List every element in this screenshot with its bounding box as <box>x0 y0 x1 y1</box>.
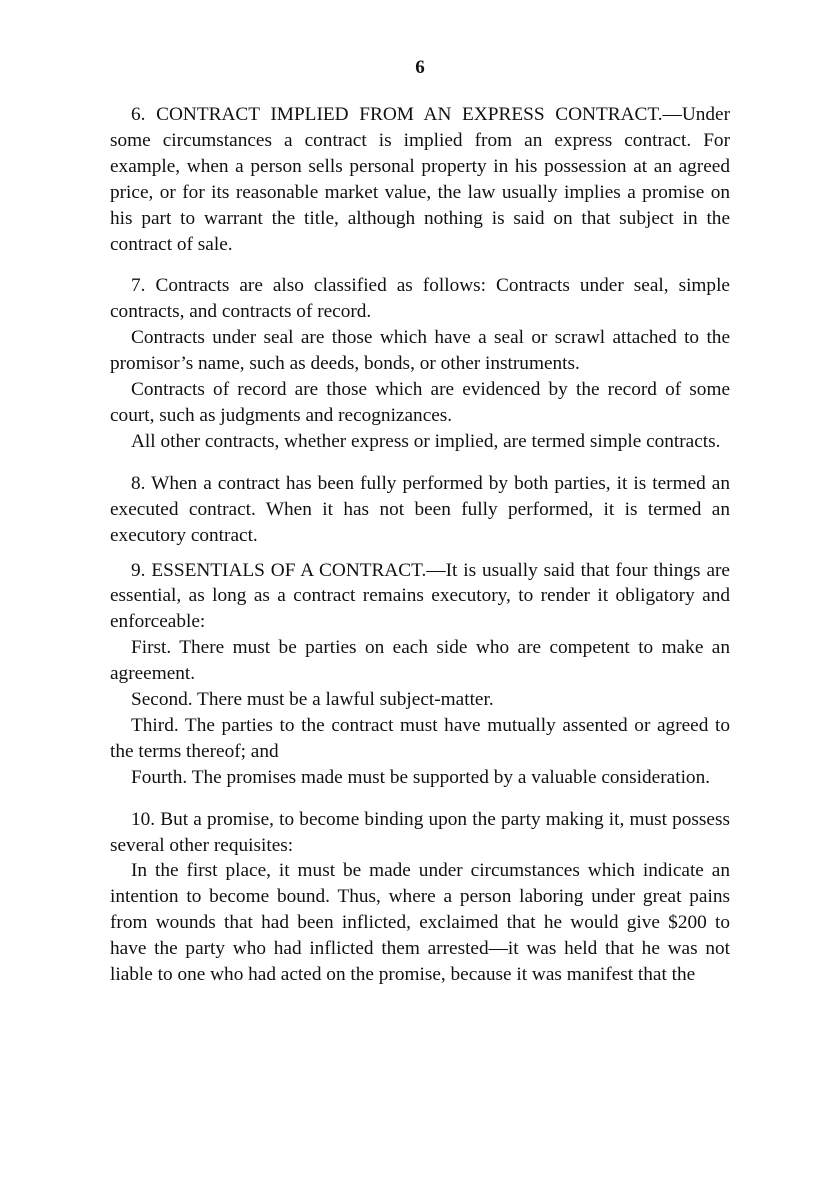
paragraph-essential-third: Third. The parties to the contract must have mutually assented or agreed to the terms thereof; and <box>110 714 730 762</box>
paragraph-9-essentials: 9. ESSENTIALS OF A CONTRACT.—It is usually said that four things are essential, as long as a contract remains executory, to render it obligatory and enforceable: <box>110 559 730 633</box>
paragraph-essential-fourth: Fourth. The promises made must be supported by a valuable consideration. <box>131 766 711 788</box>
paragraph-6-implied-contract: 6. CONTRACT IMPLIED FROM AN EXPRESS CONTRACT.—Under some circumstances a contract is implied from an express contract. For example, when a person sells personal property in his possession at an agreed price, or for its reasonable market value, the law usually implies a promise on his part to warrant the title, although nothing is said on that subject in the contract of sale. <box>110 104 730 255</box>
paragraph-simple-contracts: All other contracts, whether express or implied, are termed simple contracts. <box>131 430 721 452</box>
paragraph-10-requisites: 10. But a promise, to become binding upon the party making it, must possess several other requisites: <box>110 808 730 856</box>
body-text <box>110 102 730 988</box>
paragraph-7-classification: 7. Contracts are also classified as follows: Contracts under seal, simple contracts, and contracts of record. <box>110 275 730 323</box>
paragraph-essential-first: First. There must be parties on each side who are competent to make an agreement. <box>110 637 730 685</box>
paragraph-contracts-of-record: Contracts of record are those which are evidenced by the record of some court, such as judgments and recognizances. <box>110 379 730 426</box>
paragraph-contracts-under-seal: Contracts under seal are those which have a seal or scrawl attached to the promisor’s name, such as deeds, bonds, or other instruments. <box>110 327 730 375</box>
page-number: 6 <box>415 57 425 78</box>
paragraph-8-executed-executory: 8. When a contract has been fully performed by both parties, it is termed an executed contract. When it has not been fully performed, it is termed an executory contract. <box>110 472 730 546</box>
paragraph-essential-second: Second. There must be a lawful subject-matter. <box>131 689 494 711</box>
paragraph-first-place-intention: In the first place, it must be made under circumstances which indicate an intention to become bound. Thus, where a person laboring under great pains from wounds that had been inflicted, exclaimed that he would give $200 to have the party who had inflicted them arrested—it was held that he was not liable to one who had acted on the promise, because it was manifest that the <box>110 860 730 986</box>
